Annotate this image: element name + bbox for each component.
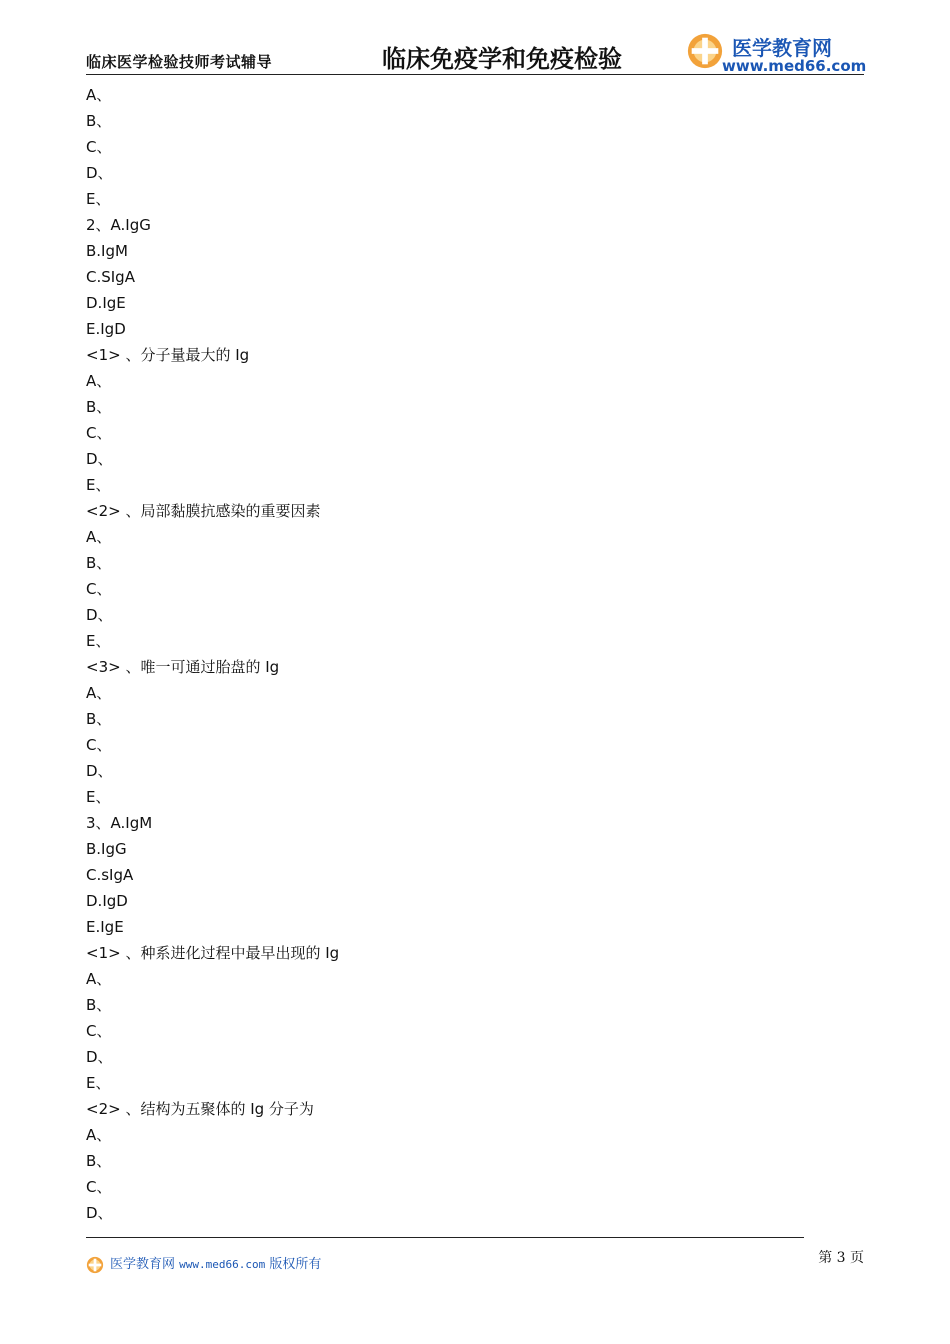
logo-name: 医学教育网: [732, 36, 832, 60]
footer-brand-name: 医学教育网: [110, 1257, 176, 1272]
text-line: D.IgD: [86, 892, 128, 910]
text-line: B、: [86, 554, 112, 572]
text-line: D、: [86, 762, 113, 780]
text-line: D、: [86, 1204, 113, 1222]
text-line: B.IgG: [86, 840, 127, 858]
site-logo[interactable]: [686, 30, 867, 75]
medical-cross-emblem-icon: [86, 1256, 104, 1274]
text-line: B、: [86, 710, 112, 728]
page-number: 第 3 页: [818, 1250, 864, 1266]
text-line: <2> 、结构为五聚体的 Ig 分子为: [86, 1100, 314, 1118]
text-line: E.IgE: [86, 918, 124, 936]
page-header: [86, 30, 867, 75]
text-line: A、: [86, 1126, 112, 1144]
text-line: A、: [86, 684, 112, 702]
text-line: E、: [86, 1074, 111, 1092]
text-line: B、: [86, 398, 112, 416]
text-line: E、: [86, 788, 111, 806]
text-line: B.IgM: [86, 242, 128, 260]
text-line: D、: [86, 606, 113, 624]
text-line: D.IgE: [86, 294, 126, 312]
text-line: D、: [86, 164, 113, 182]
text-line: B、: [86, 112, 112, 130]
text-line: A、: [86, 372, 112, 390]
text-line: <1> 、分子量最大的 Ig: [86, 346, 250, 364]
text-line: C、: [86, 580, 112, 598]
text-line: C、: [86, 1178, 112, 1196]
text-line: C.sIgA: [86, 866, 134, 884]
text-line: 3、A.IgM: [86, 814, 153, 832]
footer-divider: [86, 1237, 804, 1238]
text-line: C.SIgA: [86, 268, 135, 286]
text-line: C、: [86, 1022, 112, 1040]
text-line: B、: [86, 996, 112, 1014]
text-line: C、: [86, 424, 112, 442]
text-line: C、: [86, 736, 112, 754]
text-line: <2> 、局部黏膜抗感染的重要因素: [86, 502, 321, 520]
text-line: A、: [86, 970, 112, 988]
header-course-name: 临床医学检验技师考试辅导: [86, 53, 273, 71]
text-line: B、: [86, 1152, 112, 1170]
text-line: 2、A.IgG: [86, 216, 151, 234]
header-title: 临床免疫学和免疫检验: [382, 45, 622, 73]
text-line: C、: [86, 138, 112, 156]
text-line: A、: [86, 86, 112, 104]
text-line: D、: [86, 450, 113, 468]
text-line: E、: [86, 632, 111, 650]
text-line: A、: [86, 528, 112, 546]
logo-url: www.med66.com: [722, 57, 867, 75]
text-line: E.IgD: [86, 320, 126, 338]
question-content: [86, 82, 846, 1226]
footer-copyright: [110, 1256, 321, 1274]
text-line: E、: [86, 190, 111, 208]
medical-cross-emblem-icon: [686, 32, 724, 70]
text-line: D、: [86, 1048, 113, 1066]
footer-rights: 版权所有: [269, 1257, 322, 1272]
text-line: <1> 、种系进化过程中最早出现的 Ig: [86, 944, 340, 962]
text-line: E、: [86, 476, 111, 494]
footer-url: www.med66.com: [179, 1258, 266, 1271]
text-line: <3> 、唯一可通过胎盘的 Ig: [86, 658, 280, 676]
